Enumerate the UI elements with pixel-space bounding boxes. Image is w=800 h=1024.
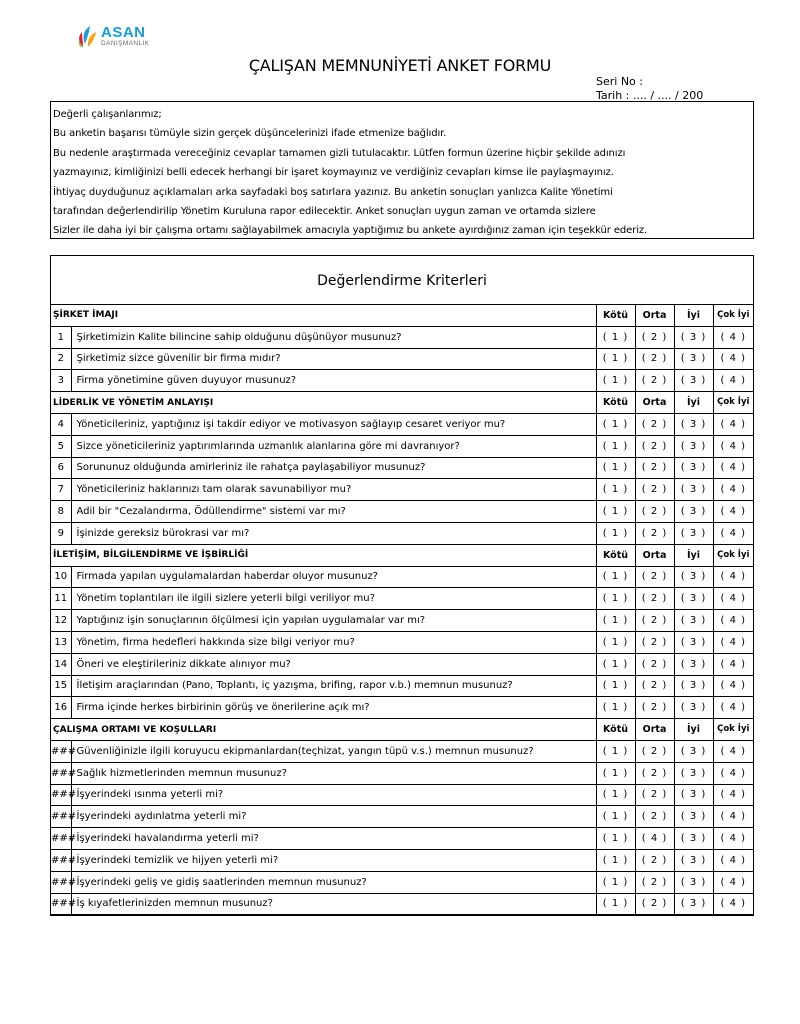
question-row [51, 522, 753, 544]
question-text: Yönetim toplantıları ile ilgili sizlere yeterli bilgi veriliyor mu? [71, 588, 596, 610]
question-number: ### [51, 871, 71, 893]
question-row [51, 849, 753, 871]
question-number: 11 [51, 588, 71, 610]
rating-option[interactable]: ( 1 ) [596, 435, 635, 457]
intro-line: yazmayınız, kimliğinizi belli edecek herhangi bir işaret koymayınız ve verdiğiniz cevapları kimse ile paylaşmayınız. [53, 167, 614, 179]
rating-option[interactable]: ( 4 ) [713, 849, 753, 871]
rating-option[interactable]: ( 2 ) [635, 697, 674, 719]
page-title: ÇALIŞAN MEMNUNİYETİ ANKET FORMU [248, 56, 552, 75]
question-row [51, 631, 753, 653]
rating-option[interactable]: ( 3 ) [674, 697, 713, 719]
rating-option[interactable]: ( 3 ) [674, 740, 713, 762]
date-field: Tarih : .... / .... / 200 [596, 89, 704, 102]
question-number: 7 [51, 479, 71, 501]
question-text: Firmada yapılan uygulamalardan haberdar oluyor musunuz? [71, 566, 596, 588]
rating-option[interactable]: ( 3 ) [674, 806, 713, 828]
rating-option[interactable]: ( 1 ) [596, 762, 635, 784]
rating-option[interactable]: ( 2 ) [635, 893, 674, 915]
question-text: İşinizde gereksiz bürokrasi var mı? [71, 522, 596, 544]
question-text: İşyerindeki temizlik ve hijyen yeterli mi? [71, 849, 596, 871]
rating-option[interactable]: ( 4 ) [713, 610, 753, 632]
rating-option[interactable]: ( 1 ) [596, 370, 635, 392]
intro-line: Bu nedenle araştırmada vereceğiniz cevaplar tamamen gizli tutulacaktır. Lütfen formun üzerine hiçbir şekilde adınızı [53, 147, 626, 159]
rating-option[interactable]: ( 2 ) [635, 413, 674, 435]
rating-option[interactable]: ( 2 ) [635, 522, 674, 544]
question-number: 8 [51, 501, 71, 523]
rating-level-header: Kötü [596, 719, 635, 741]
question-text: Adil bir "Cezalandırma, Ödüllendirme" sistemi var mı? [71, 501, 596, 523]
question-row [51, 828, 753, 850]
rating-option[interactable]: ( 1 ) [596, 740, 635, 762]
rating-level-header: Kötü [596, 392, 635, 414]
survey-header: Değerlendirme Kriterleri [317, 273, 487, 289]
rating-option[interactable]: ( 4 ) [713, 828, 753, 850]
question-row [51, 893, 753, 915]
question-text: İşyerindeki geliş ve gidiş saatlerinden memnun musunuz? [71, 871, 596, 893]
section-header-row [51, 392, 753, 414]
question-row [51, 675, 753, 697]
rating-option[interactable]: ( 2 ) [635, 501, 674, 523]
rating-option[interactable]: ( 2 ) [635, 849, 674, 871]
question-row [51, 566, 753, 588]
rating-option[interactable]: ( 3 ) [674, 610, 713, 632]
question-text: Öneri ve eleştirileriniz dikkate alınıyor mu? [71, 653, 596, 675]
question-number: 3 [51, 370, 71, 392]
rating-option[interactable]: ( 2 ) [635, 631, 674, 653]
rating-option[interactable]: ( 1 ) [596, 588, 635, 610]
rating-option[interactable]: ( 4 ) [713, 631, 753, 653]
question-row [51, 653, 753, 675]
question-row [51, 435, 753, 457]
question-number: ### [51, 762, 71, 784]
rating-option[interactable]: ( 3 ) [674, 849, 713, 871]
rating-option[interactable]: ( 4 ) [713, 370, 753, 392]
question-row [51, 413, 753, 435]
question-number: 6 [51, 457, 71, 479]
rating-option[interactable]: ( 1 ) [596, 653, 635, 675]
intro-line: Değerli çalışanlarımız; [53, 109, 162, 120]
rating-option[interactable]: ( 1 ) [596, 631, 635, 653]
question-text: Yönetim, firma hedefleri hakkında size bilgi veriyor mu? [71, 631, 596, 653]
rating-option[interactable]: ( 4 ) [713, 522, 753, 544]
rating-level-header: Orta [635, 392, 674, 414]
company-logo [76, 24, 166, 52]
question-number: ### [51, 806, 71, 828]
question-row [51, 370, 753, 392]
rating-option[interactable]: ( 3 ) [674, 675, 713, 697]
rating-option[interactable]: ( 3 ) [674, 348, 713, 370]
rating-option[interactable]: ( 3 ) [674, 653, 713, 675]
rating-option[interactable]: ( 1 ) [596, 566, 635, 588]
rating-option[interactable]: ( 1 ) [596, 522, 635, 544]
rating-option[interactable]: ( 4 ) [713, 697, 753, 719]
rating-level-header: İyi [674, 719, 713, 741]
rating-level-header: Çok İyi [713, 392, 753, 414]
rating-option[interactable]: ( 3 ) [674, 326, 713, 348]
question-text: Şirketimiz sizce güvenilir bir firma mıdır? [71, 348, 596, 370]
rating-option[interactable]: ( 4 ) [713, 435, 753, 457]
question-row [51, 588, 753, 610]
question-text: Firma içinde herkes birbirinin görüş ve önerilerine açık mı? [71, 697, 596, 719]
question-number: ### [51, 828, 71, 850]
question-text: Sağlık hizmetlerinden memnun musunuz? [71, 762, 596, 784]
question-number: 14 [51, 653, 71, 675]
rating-option[interactable]: ( 1 ) [596, 784, 635, 806]
logo-subtitle: DANIŞMANLIK [101, 40, 150, 47]
rating-level-header: Orta [635, 544, 674, 566]
question-text: Sorununuz olduğunda amirleriniz ile rahatça paylaşabiliyor musunuz? [71, 457, 596, 479]
rating-level-header: Kötü [596, 305, 635, 327]
question-number: ### [51, 849, 71, 871]
rating-option[interactable]: ( 4 ) [713, 806, 753, 828]
question-number: 10 [51, 566, 71, 588]
section-header-row [51, 544, 753, 566]
question-text: Güvenliğinizle ilgili koruyucu ekipmanlardan(teçhizat, yangın tüpü v.s.) memnun musunuz? [71, 740, 596, 762]
question-row [51, 871, 753, 893]
rating-option[interactable]: ( 2 ) [635, 610, 674, 632]
rating-option[interactable]: ( 2 ) [635, 479, 674, 501]
rating-option[interactable]: ( 4 ) [713, 740, 753, 762]
rating-level-header: Çok İyi [713, 544, 753, 566]
rating-option[interactable]: ( 1 ) [596, 457, 635, 479]
question-row [51, 326, 753, 348]
question-number: 9 [51, 522, 71, 544]
leaf-logo-icon [76, 24, 100, 50]
rating-level-header: Orta [635, 305, 674, 327]
question-row [51, 457, 753, 479]
rating-option[interactable]: ( 1 ) [596, 326, 635, 348]
rating-option[interactable]: ( 1 ) [596, 893, 635, 915]
rating-level-header: Kötü [596, 544, 635, 566]
rating-option[interactable]: ( 4 ) [713, 501, 753, 523]
form-meta [596, 75, 703, 103]
rating-option[interactable]: ( 4 ) [713, 653, 753, 675]
rating-level-header: İyi [674, 392, 713, 414]
rating-option[interactable]: ( 1 ) [596, 675, 635, 697]
rating-option[interactable]: ( 2 ) [635, 348, 674, 370]
rating-level-header: Orta [635, 719, 674, 741]
rating-option[interactable]: ( 1 ) [596, 413, 635, 435]
rating-option[interactable]: ( 3 ) [674, 501, 713, 523]
criteria-table [51, 304, 753, 915]
question-number: 13 [51, 631, 71, 653]
rating-option[interactable]: ( 2 ) [635, 806, 674, 828]
question-text: Yöneticileriniz haklarınızı tam olarak savunabiliyor mu? [71, 479, 596, 501]
question-number: 4 [51, 413, 71, 435]
rating-option[interactable]: ( 3 ) [674, 566, 713, 588]
intro-box [50, 101, 754, 239]
question-number: 1 [51, 326, 71, 348]
logo-brand: ASAN [101, 24, 146, 41]
question-number: 2 [51, 348, 71, 370]
question-row [51, 348, 753, 370]
rating-option[interactable]: ( 1 ) [596, 849, 635, 871]
question-number: 15 [51, 675, 71, 697]
question-number: ### [51, 893, 71, 915]
intro-line: İhtiyaç duyduğunuz açıklamaları arka sayfadaki boş satırlara yazınız. Bu anketin sonuçları yanlızca Kalite Yönetimi [53, 186, 613, 198]
rating-option[interactable]: ( 2 ) [635, 370, 674, 392]
rating-option[interactable]: ( 2 ) [635, 871, 674, 893]
section-title: LİDERLİK VE YÖNETİM ANLAYIŞI [51, 392, 596, 414]
question-row [51, 740, 753, 762]
serial-number: Seri No : [596, 75, 643, 88]
rating-option[interactable]: ( 1 ) [596, 871, 635, 893]
rating-option[interactable]: ( 1 ) [596, 697, 635, 719]
rating-option[interactable]: ( 4 ) [713, 893, 753, 915]
rating-option[interactable]: ( 3 ) [674, 479, 713, 501]
rating-option[interactable]: ( 2 ) [635, 675, 674, 697]
question-text: İşyerindeki ısınma yeterli mi? [71, 784, 596, 806]
question-row [51, 479, 753, 501]
rating-option[interactable]: ( 2 ) [635, 566, 674, 588]
question-row [51, 762, 753, 784]
rating-level-header: Çok İyi [713, 305, 753, 327]
rating-option[interactable]: ( 1 ) [596, 479, 635, 501]
rating-option[interactable]: ( 4 ) [713, 762, 753, 784]
rating-option[interactable]: ( 2 ) [635, 653, 674, 675]
rating-option[interactable]: ( 3 ) [674, 370, 713, 392]
rating-option[interactable]: ( 2 ) [635, 740, 674, 762]
rating-option[interactable]: ( 2 ) [635, 326, 674, 348]
question-row [51, 806, 753, 828]
question-text: Şirketimizin Kalite bilincine sahip olduğunu düşünüyor musunuz? [71, 326, 596, 348]
rating-option[interactable]: ( 2 ) [635, 762, 674, 784]
survey-table [50, 255, 754, 916]
rating-option[interactable]: ( 3 ) [674, 871, 713, 893]
section-title: ÇALIŞMA ORTAMI VE KOŞULLARI [51, 719, 596, 741]
question-text: Firma yönetimine güven duyuyor musunuz? [71, 370, 596, 392]
section-title: İLETİŞİM, BİLGİLENDİRME VE İŞBİRLİĞİ [51, 544, 596, 566]
rating-level-header: İyi [674, 544, 713, 566]
rating-option[interactable]: ( 4 ) [713, 675, 753, 697]
question-text: Sizce yöneticileriniz yaptırımlarında uzmanlık alanlarına göre mi davranıyor? [71, 435, 596, 457]
question-text: İş kıyafetlerinizden memnun musunuz? [71, 893, 596, 915]
question-text: İşyerindeki aydınlatma yeterli mi? [71, 806, 596, 828]
rating-option[interactable]: ( 3 ) [674, 588, 713, 610]
rating-option[interactable]: ( 3 ) [674, 457, 713, 479]
rating-option[interactable]: ( 3 ) [674, 893, 713, 915]
section-title: ŞİRKET İMAJI [51, 305, 596, 327]
question-text: İşyerindeki havalandırma yeterli mi? [71, 828, 596, 850]
question-text: İletişim araçlarından (Pano, Toplantı, iç yazışma, brifing, rapor v.b.) memnun musunuz? [71, 675, 596, 697]
rating-option[interactable]: ( 3 ) [674, 413, 713, 435]
rating-option[interactable]: ( 3 ) [674, 828, 713, 850]
question-number: ### [51, 740, 71, 762]
section-header-row [51, 719, 753, 741]
rating-option[interactable]: ( 4 ) [713, 348, 753, 370]
rating-option[interactable]: ( 2 ) [635, 457, 674, 479]
rating-option[interactable]: ( 4 ) [713, 326, 753, 348]
rating-option[interactable]: ( 4 ) [713, 413, 753, 435]
rating-option[interactable]: ( 4 ) [713, 457, 753, 479]
question-text: Yaptığınız işin sonuçlarının ölçülmesi için yapılan uygulamalar var mı? [71, 610, 596, 632]
question-row [51, 697, 753, 719]
intro-line: Bu anketin başarısı tümüyle sizin gerçek düşüncelerinizi ifade etmenize bağlıdır. [53, 128, 447, 140]
rating-option[interactable]: ( 4 ) [713, 588, 753, 610]
rating-level-header: İyi [674, 305, 713, 327]
rating-option[interactable]: ( 3 ) [674, 435, 713, 457]
rating-option[interactable]: ( 3 ) [674, 762, 713, 784]
rating-option[interactable]: ( 1 ) [596, 610, 635, 632]
rating-option[interactable]: ( 1 ) [596, 501, 635, 523]
rating-option[interactable]: ( 3 ) [674, 631, 713, 653]
rating-option[interactable]: ( 4 ) [713, 479, 753, 501]
rating-option[interactable]: ( 3 ) [674, 522, 713, 544]
question-row [51, 610, 753, 632]
question-number: ### [51, 784, 71, 806]
rating-option[interactable]: ( 1 ) [596, 348, 635, 370]
question-number: 16 [51, 697, 71, 719]
rating-option[interactable]: ( 2 ) [635, 435, 674, 457]
rating-option[interactable]: ( 4 ) [713, 871, 753, 893]
rating-option[interactable]: ( 4 ) [713, 566, 753, 588]
rating-option[interactable]: ( 2 ) [635, 784, 674, 806]
intro-line: tarafından değerlendirilip Yönetim Kuruluna rapor edilecektir. Anket sonuçları uygun zaman ve ortamda sizlere [53, 206, 596, 218]
rating-option[interactable]: ( 4 ) [713, 784, 753, 806]
rating-option[interactable]: ( 4 ) [635, 828, 674, 850]
question-text: Yöneticileriniz, yaptığınız işi takdir ediyor ve motivasyon sağlayıp cesaret veriyor mu? [71, 413, 596, 435]
rating-option[interactable]: ( 2 ) [635, 588, 674, 610]
section-header-row [51, 305, 753, 327]
rating-level-header: Çok İyi [713, 719, 753, 741]
intro-line: Sizler ile daha iyi bir çalışma ortamı sağlayabilmek amacıyla yaptığımız bu ankete ayırdığınız zaman için teşekkür ederiz. [53, 225, 648, 237]
rating-option[interactable]: ( 3 ) [674, 784, 713, 806]
question-number: 12 [51, 610, 71, 632]
rating-option[interactable]: ( 1 ) [596, 828, 635, 850]
question-row [51, 501, 753, 523]
question-row [51, 784, 753, 806]
rating-option[interactable]: ( 1 ) [596, 806, 635, 828]
question-number: 5 [51, 435, 71, 457]
